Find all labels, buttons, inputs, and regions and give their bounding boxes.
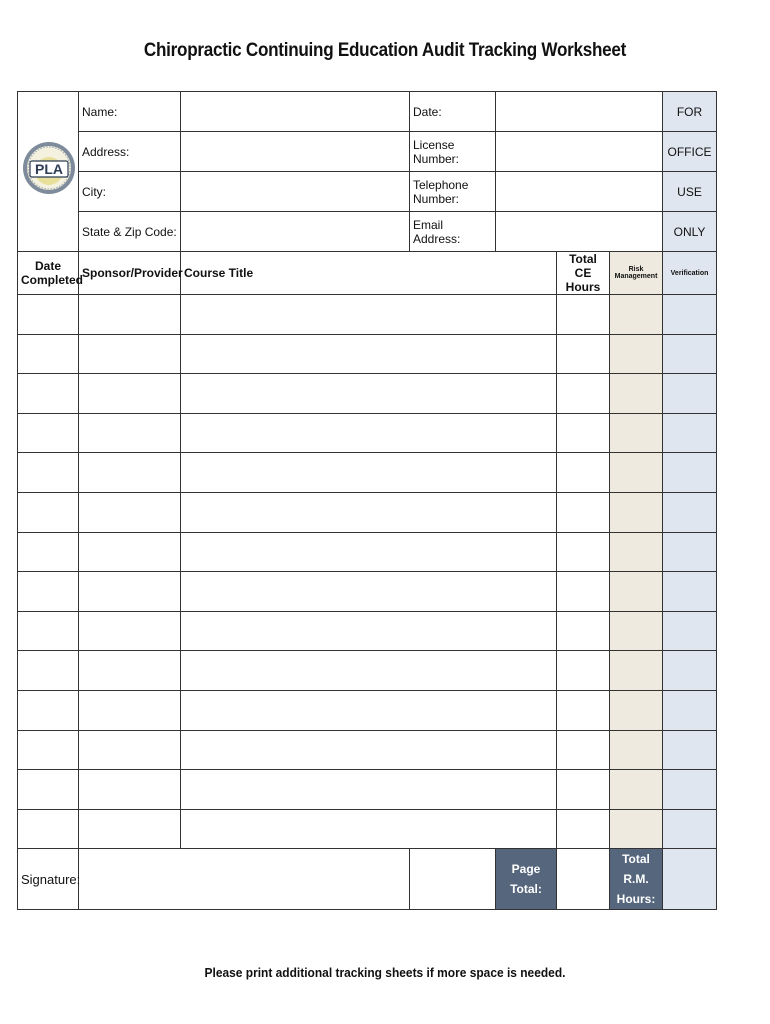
sponsor-provider-cell[interactable]	[79, 532, 181, 572]
total-ce-hours-cell[interactable]	[557, 611, 610, 651]
page-title: Chiropractic Continuing Education Audit Tracking Worksheet	[143, 40, 627, 61]
table-row	[18, 334, 717, 374]
risk-management-cell[interactable]	[610, 453, 663, 493]
date-completed-cell[interactable]	[18, 492, 79, 532]
course-title-cell[interactable]	[181, 492, 557, 532]
verification-cell[interactable]	[663, 492, 717, 532]
risk-management-cell[interactable]	[610, 770, 663, 810]
risk-management-cell[interactable]	[610, 809, 663, 849]
signature-field-extension[interactable]	[410, 849, 496, 910]
table-row	[18, 730, 717, 770]
date-label: Date:	[410, 92, 496, 132]
sponsor-provider-cell[interactable]	[79, 413, 181, 453]
verification-cell[interactable]	[663, 690, 717, 730]
col-date-completed: Date Completed	[18, 252, 79, 295]
course-title-cell[interactable]	[181, 809, 557, 849]
sponsor-provider-cell[interactable]	[79, 730, 181, 770]
course-title-cell[interactable]	[181, 334, 557, 374]
course-title-cell[interactable]	[181, 690, 557, 730]
course-title-cell[interactable]	[181, 413, 557, 453]
verification-cell[interactable]	[663, 295, 717, 335]
risk-management-cell[interactable]	[610, 690, 663, 730]
date-completed-cell[interactable]	[18, 651, 79, 691]
verification-cell[interactable]	[663, 532, 717, 572]
date-completed-cell[interactable]	[18, 334, 79, 374]
sponsor-provider-cell[interactable]	[79, 809, 181, 849]
course-title-cell[interactable]	[181, 374, 557, 414]
total-ce-hours-cell[interactable]	[557, 532, 610, 572]
sponsor-provider-cell[interactable]	[79, 334, 181, 374]
sponsor-provider-cell[interactable]	[79, 651, 181, 691]
table-row	[18, 413, 717, 453]
page-total-line2: Total:	[510, 882, 542, 897]
total-rm-line2: Hours:	[616, 892, 656, 907]
risk-management-cell[interactable]	[610, 334, 663, 374]
date-completed-cell[interactable]	[18, 770, 79, 810]
total-ce-hours-cell[interactable]	[557, 809, 610, 849]
verification-cell[interactable]	[663, 611, 717, 651]
sponsor-provider-cell[interactable]	[79, 572, 181, 612]
license-number-label: License Number:	[410, 132, 496, 172]
date-completed-cell[interactable]	[18, 730, 79, 770]
course-title-cell[interactable]	[181, 295, 557, 335]
table-row	[18, 453, 717, 493]
verification-cell[interactable]	[663, 453, 717, 493]
verification-cell[interactable]	[663, 413, 717, 453]
total-ce-hours-cell[interactable]	[557, 374, 610, 414]
date-completed-cell[interactable]	[18, 690, 79, 730]
course-title-cell[interactable]	[181, 730, 557, 770]
risk-management-cell[interactable]	[610, 651, 663, 691]
verification-cell[interactable]	[663, 334, 717, 374]
total-ce-hours-cell[interactable]	[557, 295, 610, 335]
state-zip-field[interactable]	[181, 212, 410, 252]
city-field[interactable]	[181, 172, 410, 212]
date-completed-cell[interactable]	[18, 453, 79, 493]
date-field[interactable]	[496, 92, 663, 132]
course-title-cell[interactable]	[181, 651, 557, 691]
course-title-cell[interactable]	[181, 611, 557, 651]
date-completed-cell[interactable]	[18, 572, 79, 612]
col-risk-management: Risk Management	[610, 252, 663, 295]
col-verification: Verification	[663, 252, 717, 295]
email-label: Email Address:	[410, 212, 496, 252]
name-label: Name:	[79, 92, 181, 132]
license-number-field[interactable]	[496, 132, 663, 172]
audit-worksheet-table	[17, 91, 717, 910]
logo-text: PLA	[35, 161, 63, 177]
name-field[interactable]	[181, 92, 410, 132]
sponsor-provider-cell[interactable]	[79, 611, 181, 651]
table-row	[18, 690, 717, 730]
page-total-field[interactable]	[557, 849, 610, 910]
logo-cell	[18, 92, 79, 252]
page-total-line1: Page	[511, 862, 541, 877]
address-field[interactable]	[181, 132, 410, 172]
signature-field[interactable]	[79, 849, 410, 910]
table-row	[18, 611, 717, 651]
total-ce-hours-cell[interactable]	[557, 770, 610, 810]
date-completed-cell[interactable]	[18, 295, 79, 335]
table-row	[18, 572, 717, 612]
verification-cell[interactable]	[663, 730, 717, 770]
office-use-4: ONLY	[663, 212, 717, 252]
course-title-cell[interactable]	[181, 770, 557, 810]
risk-management-cell[interactable]	[610, 295, 663, 335]
signature-label: Signature:	[18, 849, 79, 910]
total-ce-hours-cell[interactable]	[557, 572, 610, 612]
risk-management-cell[interactable]	[610, 572, 663, 612]
total-ce-hours-cell[interactable]	[557, 730, 610, 770]
address-label: Address:	[79, 132, 181, 172]
sponsor-provider-cell[interactable]	[79, 690, 181, 730]
risk-management-cell[interactable]	[610, 374, 663, 414]
page-total-label	[496, 849, 557, 910]
date-completed-cell[interactable]	[18, 413, 79, 453]
total-ce-hours-cell[interactable]	[557, 651, 610, 691]
total-ce-hours-cell[interactable]	[557, 334, 610, 374]
table-row	[18, 295, 717, 335]
sponsor-provider-cell[interactable]	[79, 492, 181, 532]
total-rm-hours-label	[610, 849, 663, 910]
verification-cell[interactable]	[663, 651, 717, 691]
course-title-cell[interactable]	[181, 572, 557, 612]
verification-cell[interactable]	[663, 374, 717, 414]
table-row	[18, 651, 717, 691]
verification-cell[interactable]	[663, 770, 717, 810]
total-ce-hours-cell[interactable]	[557, 690, 610, 730]
table-row	[18, 374, 717, 414]
sponsor-provider-cell[interactable]	[79, 295, 181, 335]
telephone-number-label: Telephone Number:	[410, 172, 496, 212]
col-course-title: Course Title	[181, 252, 557, 295]
footer-note: Please print additional tracking sheets if more space is needed.	[204, 965, 566, 980]
risk-management-cell[interactable]	[610, 532, 663, 572]
verification-cell[interactable]	[663, 809, 717, 849]
sponsor-provider-cell[interactable]	[79, 770, 181, 810]
table-row	[18, 492, 717, 532]
table-row	[18, 532, 717, 572]
course-title-cell[interactable]	[181, 532, 557, 572]
total-rm-hours-field[interactable]	[663, 849, 717, 910]
total-ce-hours-cell[interactable]	[557, 453, 610, 493]
table-row	[18, 809, 717, 849]
total-ce-hours-cell[interactable]	[557, 413, 610, 453]
office-use-3: USE	[663, 172, 717, 212]
office-use-2: OFFICE	[663, 132, 717, 172]
course-title-cell[interactable]	[181, 453, 557, 493]
sponsor-provider-cell[interactable]	[79, 453, 181, 493]
date-completed-cell[interactable]	[18, 374, 79, 414]
city-label: City:	[79, 172, 181, 212]
date-completed-cell[interactable]	[18, 611, 79, 651]
sponsor-provider-cell[interactable]	[79, 374, 181, 414]
pla-seal-icon	[21, 128, 77, 212]
date-completed-cell[interactable]	[18, 809, 79, 849]
telephone-number-field[interactable]	[496, 172, 663, 212]
risk-management-cell[interactable]	[610, 492, 663, 532]
email-field[interactable]	[496, 212, 663, 252]
table-row	[18, 770, 717, 810]
verification-cell[interactable]	[663, 572, 717, 612]
state-zip-label: State & Zip Code:	[79, 212, 181, 252]
risk-management-cell[interactable]	[610, 611, 663, 651]
date-completed-cell[interactable]	[18, 532, 79, 572]
col-sponsor-provider: Sponsor/Provider	[79, 252, 181, 295]
total-ce-hours-cell[interactable]	[557, 492, 610, 532]
risk-management-cell[interactable]	[610, 730, 663, 770]
col-total-ce-hours: Total CE Hours	[557, 252, 610, 295]
risk-management-cell[interactable]	[610, 413, 663, 453]
office-use-1: FOR	[663, 92, 717, 132]
total-rm-line1: Total R.M.	[622, 852, 650, 887]
